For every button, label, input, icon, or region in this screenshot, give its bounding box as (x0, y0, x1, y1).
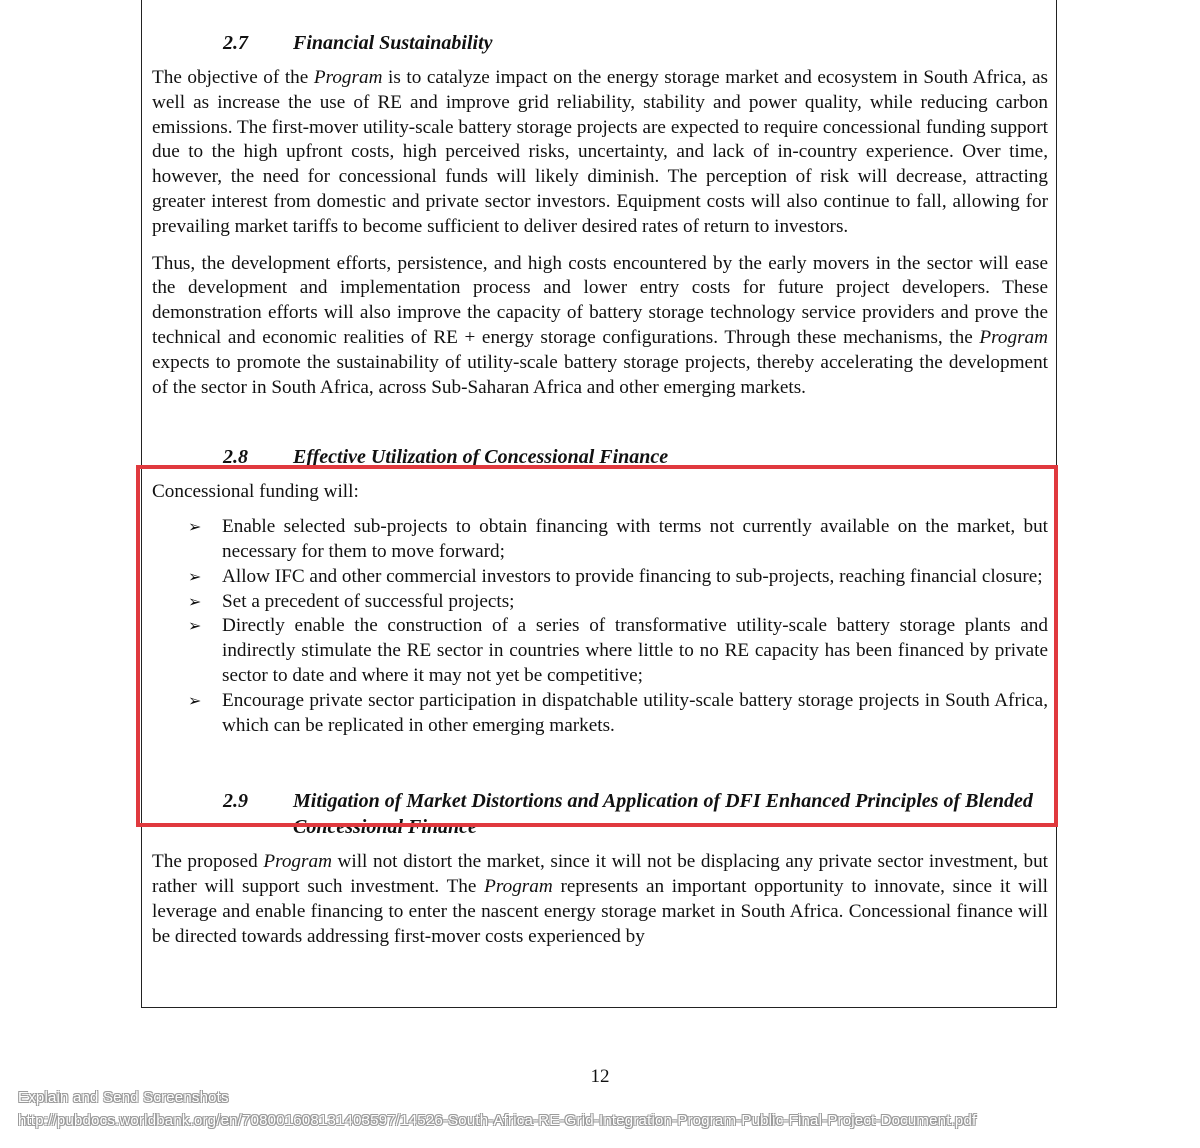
highlight-box (136, 465, 1058, 827)
arrow-bullet-icon: ➢ (188, 566, 202, 586)
arrow-bullet-icon: ➢ (188, 690, 202, 710)
paragraph: The proposed Program will not distort the market, since it will not be displacing any private sector investment, but rather will support such investment. The Program represents an important opportunity to innovate, since it will leverage and enable financing to enter the nascent energy storage market in South Africa. Concessional finance will be directed towards addressing first-mover costs experienced by (152, 851, 1048, 947)
section-title: Effective Utilization of Concessional Finance (293, 446, 669, 469)
arrow-bullet-icon: ➢ (188, 616, 202, 636)
section-2-7 (152, 30, 1048, 400)
section-heading (152, 30, 1048, 56)
list-item: ➢ Set a precedent of successful projects; (152, 590, 1048, 615)
arrow-bullet-icon: ➢ (188, 517, 202, 537)
list-lead: Concessional funding will: (152, 481, 359, 503)
section-title: Financial Sustainability (293, 32, 493, 54)
overlay-caption: Explain and Send Screenshots (18, 1089, 229, 1106)
list-item: ➢ Enable selected sub-projects to obtain financing with terms not currently available on the market, but necessary for them to move forward; (152, 515, 1048, 565)
list-item: ➢ Allow IFC and other commercial investors to provide financing to sub-projects, reaching financial closure; (152, 565, 1048, 590)
section-number: 2.7 (223, 32, 248, 54)
section-number: 2.8 (223, 446, 248, 469)
overlay-url[interactable]: http://pubdocs.worldbank.org/en/708001608131403597/14526-South-Africa-RE-Grid-Integration-Program-Public-Final-Project-Document.pdf (18, 1112, 977, 1129)
list-item: ➢ Encourage private sector participation in dispatchable utility-scale battery storage projects in South Africa, which can be replicated in other emerging markets. (152, 689, 1048, 739)
section-title: Mitigation of Market Distortions and Application of DFI Enhanced Principles of Blended Concessional Finance (293, 790, 1033, 839)
paragraph: The objective of the Program is to catalyze impact on the energy storage market and ecosystem in South Africa, as well as increase the use of RE and improve grid reliability, stability and power quality, while reducing carbon emissions. The first-mover utility-scale battery storage projects are expected to require concessional funding support due to the high upfront costs, high perceived risks, uncertainty, and lack of in-country experience. Over time, however, the need for concessional funds will likely diminish. The perception of risk will decrease, attracting greater interest from domestic and private sector investors. Equipment costs will also continue to fall, allowing for prevailing market tariffs to become sufficient to deliver desired rates of return to investors. (152, 67, 1048, 237)
paragraph: Thus, the development efforts, persistence, and high costs encountered by the early movers in the sector will ease the development and implementation process and lower entry costs for future project developers. These demonstration efforts will also improve the capacity of battery storage technology service providers and prove the technical and economic realities of RE + energy storage configurations. Through these mechanisms, the Program expects to promote the sustainability of utility-scale battery storage projects, thereby accelerating the development of the sector in South Africa, across Sub-Saharan Africa and other emerging markets. (152, 252, 1048, 398)
section-number: 2.9 (223, 790, 248, 813)
page-number: 12 (590, 1066, 610, 1087)
list-item: ➢ Directly enable the construction of a series of transformative utility-scale battery storage plants and indirectly stimulate the RE sector in countries where little to no RE capacity has been financed by private sector to date and where it may not yet be competitive; (152, 614, 1048, 688)
arrow-bullet-icon: ➢ (188, 591, 202, 611)
